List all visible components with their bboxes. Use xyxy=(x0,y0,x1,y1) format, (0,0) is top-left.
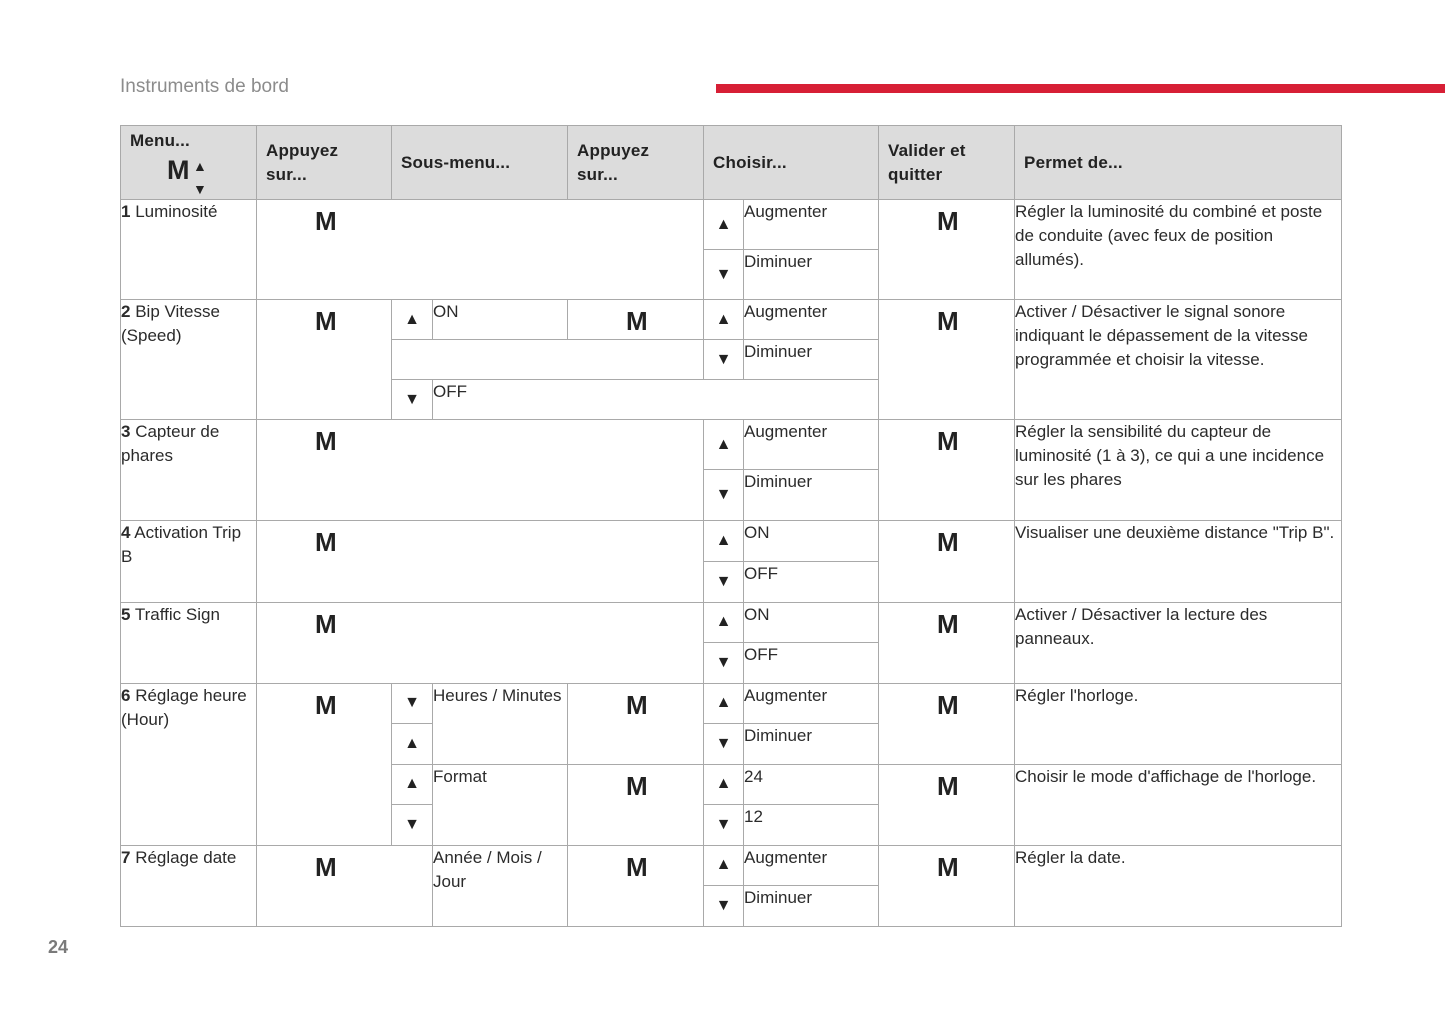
m-key-icon: M xyxy=(937,527,959,558)
validate-cell xyxy=(879,300,1015,420)
choice-option: 24 xyxy=(744,764,879,804)
menu-item-trip-b: 4 Activation Trip B xyxy=(121,521,257,602)
press-cell xyxy=(568,300,704,340)
arrow-down-icon: ▼ xyxy=(704,561,744,602)
choice-option: OFF xyxy=(744,561,879,602)
arrow-down-icon: ▼ xyxy=(704,642,744,683)
choice-option: ON xyxy=(744,521,879,561)
description: Activer / Désactiver le signal sonore indiquant le dépassement de la vitesse programmée et choisir la vitesse. xyxy=(1015,300,1342,420)
table-row xyxy=(121,420,1342,470)
choice-option: Augmenter xyxy=(744,683,879,723)
choice-option: Diminuer xyxy=(744,250,879,300)
press-cell xyxy=(257,845,433,926)
submenu-option: OFF xyxy=(433,380,879,420)
header-submenu: Sous-menu... xyxy=(392,126,568,200)
choice-option: Augmenter xyxy=(744,845,879,885)
description: Choisir le mode d'affichage de l'horloge. xyxy=(1015,764,1342,845)
validate-cell xyxy=(879,420,1015,521)
arrow-up-icon: ▲ xyxy=(704,300,744,340)
m-key-icon: M xyxy=(937,426,959,457)
header-choose: Choisir... xyxy=(704,126,879,200)
press-cell xyxy=(257,200,704,300)
validate-cell xyxy=(879,683,1015,764)
table-row xyxy=(121,521,1342,561)
m-key-icon: M xyxy=(315,851,337,882)
arrow-up-icon: ▲ xyxy=(704,602,744,642)
m-key-icon: M xyxy=(937,689,959,720)
arrow-up-icon: ▲ xyxy=(392,300,433,340)
press-cell xyxy=(568,683,704,764)
validate-cell xyxy=(879,200,1015,300)
choice-option: Augmenter xyxy=(744,300,879,340)
validate-cell xyxy=(879,602,1015,683)
arrow-up-icon: ▲ xyxy=(704,845,744,885)
table-row xyxy=(121,845,1342,885)
arrow-up-icon: ▲ xyxy=(392,764,433,804)
menu-item-capteur-phares: 3 Capteur de phares xyxy=(121,420,257,521)
submenu-option: ON xyxy=(433,300,568,340)
press-cell xyxy=(568,764,704,845)
arrow-down-icon: ▼ xyxy=(193,181,208,197)
choice-option: Augmenter xyxy=(744,200,879,250)
description: Activer / Désactiver la lecture des panneaux. xyxy=(1015,602,1342,683)
choice-option: ON xyxy=(744,602,879,642)
validate-cell xyxy=(879,521,1015,602)
arrow-up-icon: ▲ xyxy=(704,420,744,470)
m-key-icon: M xyxy=(315,608,337,639)
m-key-icon: M xyxy=(315,426,337,457)
arrow-down-icon: ▼ xyxy=(392,683,433,723)
menu-item-luminosite: 1 Luminosité xyxy=(121,200,257,300)
table-header-row xyxy=(121,126,1342,200)
arrow-up-icon: ▲ xyxy=(392,723,433,764)
m-key-icon: M xyxy=(626,770,648,801)
header-press-1: Appuyez sur... xyxy=(257,126,392,200)
m-key-icon: M xyxy=(167,155,190,185)
description: Régler l'horloge. xyxy=(1015,683,1342,764)
press-cell xyxy=(257,420,704,521)
menu-item-reglage-date: 7 Réglage date xyxy=(121,845,257,926)
arrow-down-icon: ▼ xyxy=(704,804,744,845)
m-key-icon: M xyxy=(937,851,959,882)
menu-item-bip-vitesse: 2 Bip Vitesse (Speed) xyxy=(121,300,257,420)
m-key-icon: M xyxy=(315,306,337,337)
choice-option: Augmenter xyxy=(744,420,879,470)
arrow-up-icon: ▲ xyxy=(193,158,208,174)
arrow-down-icon: ▼ xyxy=(704,885,744,926)
table-row xyxy=(121,683,1342,723)
press-cell xyxy=(257,300,392,420)
menu-item-traffic-sign: 5 Traffic Sign xyxy=(121,602,257,683)
choice-option: Diminuer xyxy=(744,470,879,521)
choice-option: 12 xyxy=(744,804,879,845)
choice-option: Diminuer xyxy=(744,340,879,380)
section-accent-bar xyxy=(716,84,1445,93)
m-key-icon: M xyxy=(626,306,648,337)
header-menu: Menu... M ▲ ▼ xyxy=(121,126,257,200)
empty-cell xyxy=(392,340,704,380)
header-allows: Permet de... xyxy=(1015,126,1342,200)
arrow-up-icon: ▲ xyxy=(704,200,744,250)
header-press-2: Appuyez sur... xyxy=(568,126,704,200)
arrow-down-icon: ▼ xyxy=(392,380,433,420)
arrow-up-icon: ▲ xyxy=(704,521,744,561)
m-key-icon: M xyxy=(937,206,959,237)
menu-item-reglage-heure: 6 Réglage heure (Hour) xyxy=(121,683,257,845)
choice-option: Diminuer xyxy=(744,885,879,926)
arrow-up-icon: ▲ xyxy=(704,764,744,804)
validate-cell xyxy=(879,764,1015,845)
choice-option: Diminuer xyxy=(744,723,879,764)
m-key-icon: M xyxy=(937,608,959,639)
menu-settings-table xyxy=(120,125,1342,927)
press-cell xyxy=(257,683,392,845)
section-title: Instruments de bord xyxy=(120,76,289,97)
description: Régler la date. xyxy=(1015,845,1342,926)
press-cell xyxy=(257,602,704,683)
arrow-up-icon: ▲ xyxy=(704,683,744,723)
submenu-option: Année / Mois / Jour xyxy=(433,845,568,926)
arrow-down-icon: ▼ xyxy=(704,723,744,764)
press-cell xyxy=(568,845,704,926)
submenu-option: Format xyxy=(433,764,568,845)
m-key-icon: M xyxy=(315,527,337,558)
description: Régler la sensibilité du capteur de luminosité (1 à 3), ce qui a une incidence sur les phares xyxy=(1015,420,1342,521)
choice-option: OFF xyxy=(744,642,879,683)
description: Visualiser une deuxième distance "Trip B". xyxy=(1015,521,1342,602)
arrow-down-icon: ▼ xyxy=(704,340,744,380)
table-row xyxy=(121,602,1342,642)
arrow-down-icon: ▼ xyxy=(704,470,744,521)
description: Régler la luminosité du combiné et poste de conduite (avec feux de position allumés). xyxy=(1015,200,1342,300)
table-row xyxy=(121,300,1342,340)
header-validate: Valider et quitter xyxy=(879,126,1015,200)
m-key-icon: M xyxy=(937,770,959,801)
page-number: 24 xyxy=(48,937,69,957)
m-key-icon: M xyxy=(626,851,648,882)
table-row xyxy=(121,200,1342,250)
m-key-icon: M xyxy=(626,689,648,720)
m-key-icon: M xyxy=(315,206,337,237)
submenu-option: Heures / Minutes xyxy=(433,683,568,764)
validate-cell xyxy=(879,845,1015,926)
m-key-icon: M xyxy=(315,689,337,720)
m-key-icon: M xyxy=(937,306,959,337)
arrow-down-icon: ▼ xyxy=(704,250,744,300)
press-cell xyxy=(257,521,704,602)
arrow-down-icon: ▼ xyxy=(392,804,433,845)
